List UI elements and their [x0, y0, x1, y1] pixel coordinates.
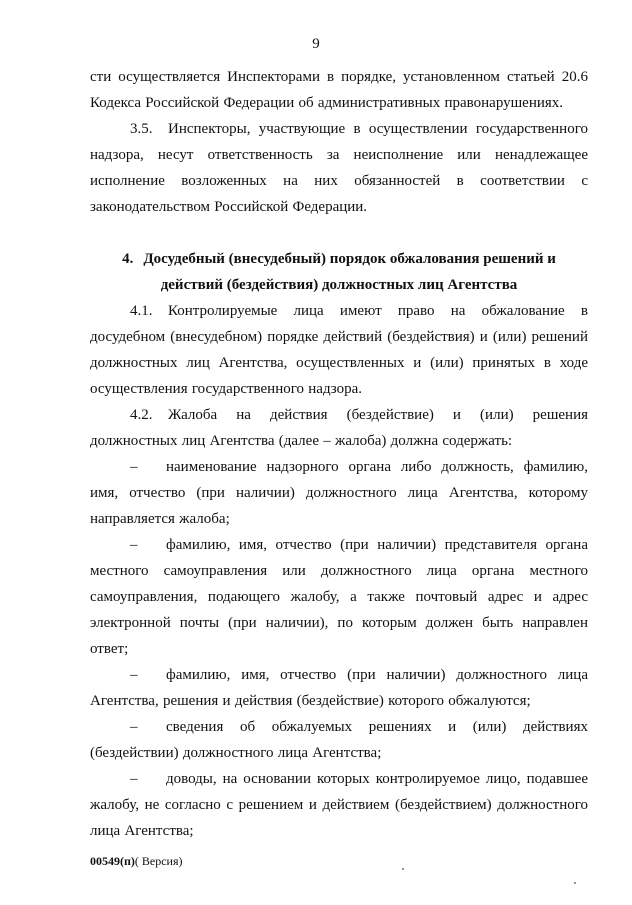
list-dash: – [130, 667, 138, 683]
list-item [90, 766, 588, 844]
paragraph-4-1 [90, 298, 588, 402]
paragraph-number: 4.2. [130, 407, 153, 423]
scan-speck [402, 868, 404, 870]
list-dash: – [130, 537, 138, 553]
section-4-heading [90, 246, 588, 298]
paragraph-continuation: сти осуществляется Инспекторами в порядке, установленном статьей 20.6 Кодекса Российской Федерации об административных правонарушениях. [90, 69, 588, 111]
list-item [90, 532, 588, 662]
paragraph-number: 4.1. [130, 303, 153, 319]
list-item [90, 662, 588, 714]
document-footer [90, 854, 183, 869]
list-item-text: наименование надзорного органа либо должность, фамилию, имя, отчество (при наличии) должностного лица Агентства, которому направляется жалоба; [90, 459, 588, 527]
list-dash: – [130, 719, 138, 735]
paragraph-text: Инспекторы, участвующие в осуществлении государственного надзора, несут ответственность за неисполнение или ненадлежащее исполнение возложенных на них обязанностей в соответствии с законодательством Российской Федерации. [90, 121, 588, 215]
list-item-text: фамилию, имя, отчество (при наличии) должностного лица Агентства, решения и действия (бездействие) которого обжалуются; [90, 667, 588, 709]
section-number: 4. [122, 251, 134, 267]
paragraph-text: Жалоба на действия (бездействие) и (или) решения должностных лиц Агентства (далее – жалоба) должна содержать: [90, 407, 588, 449]
paragraph-text: Контролируемые лица имеют право на обжалование в досудебном (внесудебном) порядке действий (бездействия) и (или) решений должностных лиц Агентства, осуществленных и (или) принятых в ходе осуществления государственного надзора. [90, 303, 588, 397]
section-title: Досудебный (внесудебный) порядок обжалования решений и действий (бездействия) должностных лиц Агентства [143, 251, 556, 293]
list-item-text: фамилию, имя, отчество (при наличии) представителя органа местного самоуправления или должностного лица органа местного самоуправления, подающего жалобу, а также почтовый адрес и адрес электронной почты (при наличии), по которым должен быть направлен ответ; [90, 537, 588, 657]
list-item-text: сведения об обжалуемых решениях и (или) действиях (бездействии) должностного лица Агентства; [90, 719, 588, 761]
paragraph-4-2 [90, 402, 588, 454]
document-code: 00549(п) [90, 854, 135, 868]
scan-speck [574, 882, 576, 884]
list-item-text: доводы, на основании которых контролируемое лицо, подавшее жалобу, не согласно с решением и действием (бездействием) должностного лица Агентства; [90, 771, 588, 839]
document-body [90, 64, 588, 844]
list-item [90, 454, 588, 532]
list-dash: – [130, 771, 138, 787]
list-dash: – [130, 459, 138, 475]
paragraph-3-5 [90, 116, 588, 220]
page-number: 9 [312, 36, 320, 52]
document-version: ( Версия) [134, 854, 183, 868]
list-item [90, 714, 588, 766]
paragraph-number: 3.5. [130, 121, 153, 137]
